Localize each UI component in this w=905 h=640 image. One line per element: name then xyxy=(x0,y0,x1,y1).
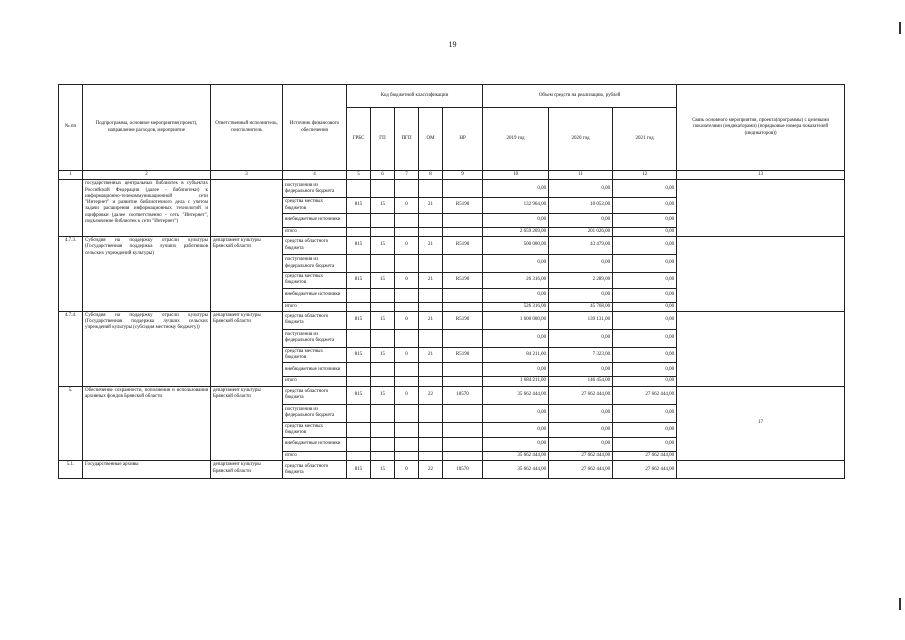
amount-2020: 27 662 444,00 xyxy=(549,461,613,479)
code-grbs xyxy=(347,288,371,302)
page-number: 19 xyxy=(448,40,457,49)
code-nr xyxy=(443,363,483,377)
code-pgp xyxy=(395,227,419,236)
code-pgp xyxy=(395,213,419,227)
row-number: 5. xyxy=(59,386,83,461)
code-om xyxy=(419,438,443,452)
indicator-link xyxy=(677,311,845,386)
code-gp: 15 xyxy=(371,461,395,479)
code-pgp xyxy=(395,377,419,386)
code-pgp: 0 xyxy=(395,311,419,329)
funding-source: внебюджетные источники xyxy=(283,438,347,452)
measure-name: Субсидия на поддержку отрасли культуры (Государственная поддержка лучших сельских учреждений культуры (субсидия местному бюджету)) xyxy=(83,311,211,386)
amount-2021: 0,00 xyxy=(613,347,677,363)
indicator-link xyxy=(677,237,845,312)
measure-name: государственных центральных библиотек в субъектах Российской Федерации (далее - библиотеки) к информационно-телекоммуникационной сети "Интернет" и развитие библиотечного дела с учетом задачи расширения информационных технологий и оцифровки (далее соответственно - сеть "Интернет", подключение библиотек к сети "Интернет") xyxy=(83,180,211,237)
amount-2021: 0,00 xyxy=(613,288,677,302)
header-grbs: ГРБС xyxy=(347,108,371,171)
code-pgp: 0 xyxy=(395,273,419,289)
amount-2019: 132 964,00 xyxy=(483,198,549,214)
amount-2019: 0,00 xyxy=(483,288,549,302)
funding-source: средства местных бюджетов xyxy=(283,422,347,438)
code-nr: 10570 xyxy=(443,461,483,479)
amount-2021: 27 662 444,00 xyxy=(613,386,677,404)
amount-2019: 0,00 xyxy=(483,363,549,377)
funding-source: средства местных бюджетов xyxy=(283,273,347,289)
code-pgp xyxy=(395,302,419,311)
code-grbs xyxy=(347,422,371,438)
amount-2021: 0,00 xyxy=(613,255,677,273)
code-gp: 15 xyxy=(371,273,395,289)
funding-source: средства местных бюджетов xyxy=(283,198,347,214)
code-nr xyxy=(443,452,483,461)
amount-2020: 0,00 xyxy=(549,288,613,302)
amount-2019: 0,00 xyxy=(483,180,549,198)
amount-2019: 0,00 xyxy=(483,329,549,347)
code-nr: R5190 xyxy=(443,273,483,289)
funding-source: средства областного бюджета xyxy=(283,311,347,329)
code-nr xyxy=(443,302,483,311)
amount-2021: 0,00 xyxy=(613,213,677,227)
code-grbs xyxy=(347,438,371,452)
funding-source: средства областного бюджета xyxy=(283,386,347,404)
amount-2021: 0,00 xyxy=(613,237,677,255)
amount-2019: 0,00 xyxy=(483,255,549,273)
amount-2019: 1 684 211,00 xyxy=(483,377,549,386)
header-2021: 2021 год xyxy=(613,108,677,171)
col-number: 4 xyxy=(283,171,347,180)
code-grbs xyxy=(347,227,371,236)
funding-source: итого xyxy=(283,452,347,461)
col-number: 13 xyxy=(677,171,845,180)
code-grbs xyxy=(347,213,371,227)
code-grbs: 815 xyxy=(347,273,371,289)
code-pgp xyxy=(395,180,419,198)
code-gp: 15 xyxy=(371,198,395,214)
amount-2021: 0,00 xyxy=(613,329,677,347)
amount-2019: 0,00 xyxy=(483,213,549,227)
amount-2021: 0,00 xyxy=(613,422,677,438)
amount-2019: 35 662 444,00 xyxy=(483,452,549,461)
code-nr xyxy=(443,438,483,452)
funding-source: внебюджетные источники xyxy=(283,213,347,227)
funding-source: поступления из федерального бюджета xyxy=(283,180,347,198)
code-om xyxy=(419,227,443,236)
code-om xyxy=(419,377,443,386)
amount-2020: 0,00 xyxy=(549,180,613,198)
amount-2019: 500 000,00 xyxy=(483,237,549,255)
amount-2020: 27 662 444,00 xyxy=(549,386,613,404)
funding-source: средства областного бюджета xyxy=(283,237,347,255)
amount-2021: 0,00 xyxy=(613,438,677,452)
amount-2019: 0,00 xyxy=(483,404,549,422)
amount-2021: 0,00 xyxy=(613,180,677,198)
amount-2021: 0,00 xyxy=(613,273,677,289)
code-grbs: 815 xyxy=(347,198,371,214)
code-pgp: 0 xyxy=(395,347,419,363)
code-gp xyxy=(371,422,395,438)
code-grbs xyxy=(347,452,371,461)
col-number: 3 xyxy=(211,171,283,180)
code-pgp xyxy=(395,452,419,461)
amount-2020: 0,00 xyxy=(549,438,613,452)
code-om xyxy=(419,288,443,302)
code-nr: 10570 xyxy=(443,386,483,404)
col-number: 6 xyxy=(371,171,395,180)
header-pgp: ПГП xyxy=(395,108,419,171)
code-pgp: 0 xyxy=(395,198,419,214)
code-pgp: 0 xyxy=(395,386,419,404)
code-pgp xyxy=(395,329,419,347)
header-num: № пп xyxy=(59,85,83,171)
amount-2021: 27 662 444,00 xyxy=(613,461,677,479)
code-pgp: 0 xyxy=(395,237,419,255)
code-gp: 15 xyxy=(371,347,395,363)
amount-2020: 0,00 xyxy=(549,213,613,227)
code-om xyxy=(419,329,443,347)
amount-2020: 0,00 xyxy=(549,404,613,422)
column-number-row xyxy=(59,171,845,180)
table-row xyxy=(59,311,845,329)
code-gp xyxy=(371,180,395,198)
code-gp xyxy=(371,404,395,422)
funding-source: итого xyxy=(283,377,347,386)
code-pgp xyxy=(395,422,419,438)
scan-mark-bottom xyxy=(899,598,901,610)
amount-2019: 1 600 000,00 xyxy=(483,311,549,329)
code-om: 22 xyxy=(419,386,443,404)
indicator-link xyxy=(677,461,845,479)
code-nr xyxy=(443,213,483,227)
code-nr xyxy=(443,288,483,302)
code-grbs: 815 xyxy=(347,386,371,404)
code-gp xyxy=(371,227,395,236)
amount-2020: 139 131,00 xyxy=(549,311,613,329)
code-om: 22 xyxy=(419,461,443,479)
code-om: 21 xyxy=(419,237,443,255)
table-row xyxy=(59,386,845,404)
table-row xyxy=(59,237,845,255)
code-grbs: 815 xyxy=(347,461,371,479)
funding-source: итого xyxy=(283,302,347,311)
code-om xyxy=(419,452,443,461)
executor xyxy=(211,180,283,237)
code-nr xyxy=(443,329,483,347)
row-number xyxy=(59,180,83,237)
code-om: 21 xyxy=(419,198,443,214)
code-nr xyxy=(443,180,483,198)
amount-2020: 2 289,00 xyxy=(549,273,613,289)
funding-source: поступления из федерального бюджета xyxy=(283,404,347,422)
code-gp: 15 xyxy=(371,311,395,329)
executor: департамент культуры Брянской области xyxy=(211,237,283,312)
amount-2021: 0,00 xyxy=(613,311,677,329)
amount-2021: 0,00 xyxy=(613,227,677,236)
amount-2020: 0,00 xyxy=(549,329,613,347)
code-gp xyxy=(371,302,395,311)
executor: департамент культуры Брянской области xyxy=(211,311,283,386)
budget-table xyxy=(58,84,845,479)
amount-2021: 0,00 xyxy=(613,363,677,377)
amount-2019: 84 211,00 xyxy=(483,347,549,363)
code-nr: R5190 xyxy=(443,347,483,363)
funding-source: поступления из федерального бюджета xyxy=(283,329,347,347)
table-row xyxy=(59,180,845,198)
col-number: 9 xyxy=(443,171,483,180)
header-source: Источник финансового обеспечения xyxy=(283,85,347,171)
code-grbs xyxy=(347,329,371,347)
code-nr xyxy=(443,404,483,422)
code-gp xyxy=(371,213,395,227)
code-gp: 15 xyxy=(371,386,395,404)
measure-name: Обеспечение сохранности, пополнения и использования архивных фондов Брянской области xyxy=(83,386,211,461)
header-executor: Ответственный исполнитель, соисполнитель xyxy=(211,85,283,171)
amount-2019: 26 316,00 xyxy=(483,273,549,289)
amount-2020: 43 479,00 xyxy=(549,237,613,255)
funding-source: средства областного бюджета xyxy=(283,461,347,479)
header-2019: 2019 год xyxy=(483,108,549,171)
header-nr: НР xyxy=(443,108,483,171)
code-nr: R5190 xyxy=(443,198,483,214)
code-gp xyxy=(371,288,395,302)
col-number: 7 xyxy=(395,171,419,180)
code-grbs xyxy=(347,404,371,422)
code-gp xyxy=(371,363,395,377)
col-number: 12 xyxy=(613,171,677,180)
amount-2021: 0,00 xyxy=(613,198,677,214)
code-om xyxy=(419,404,443,422)
funding-source: средства местных бюджетов xyxy=(283,347,347,363)
amount-2020: 10 052,00 xyxy=(549,198,613,214)
code-nr xyxy=(443,422,483,438)
amount-2019: 0,00 xyxy=(483,438,549,452)
code-grbs xyxy=(347,255,371,273)
amount-2021: 27 662 444,00 xyxy=(613,452,677,461)
table-body xyxy=(59,180,845,479)
amount-2020: 201 026,00 xyxy=(549,227,613,236)
amount-2019: 0,00 xyxy=(483,422,549,438)
code-grbs xyxy=(347,377,371,386)
amount-2020: 0,00 xyxy=(549,255,613,273)
col-number: 11 xyxy=(549,171,613,180)
code-pgp: 0 xyxy=(395,461,419,479)
code-grbs xyxy=(347,180,371,198)
amount-2020: 0,00 xyxy=(549,422,613,438)
code-gp: 15 xyxy=(371,237,395,255)
code-nr xyxy=(443,255,483,273)
row-number: 4.7.4. xyxy=(59,311,83,386)
indicator-link: 17 xyxy=(677,386,845,461)
code-om xyxy=(419,180,443,198)
code-nr: R5190 xyxy=(443,237,483,255)
amount-2020: 7 323,00 xyxy=(549,347,613,363)
measure-name: Субсидия на поддержку отрасли культуры (Государственная поддержка лучших работников сельских учреждений культуры) xyxy=(83,237,211,312)
amount-2020: 146 454,00 xyxy=(549,377,613,386)
amount-2019: 35 662 444,00 xyxy=(483,461,549,479)
code-om: 21 xyxy=(419,347,443,363)
amount-2019: 2 659 269,00 xyxy=(483,227,549,236)
funding-source: внебюджетные источники xyxy=(283,288,347,302)
header-volume: Объем средств на реализацию, рублей xyxy=(483,85,677,108)
code-om xyxy=(419,422,443,438)
row-number: 4.7.3. xyxy=(59,237,83,312)
code-nr xyxy=(443,377,483,386)
col-number: 5 xyxy=(347,171,371,180)
amount-2021: 0,00 xyxy=(613,302,677,311)
code-gp xyxy=(371,452,395,461)
code-pgp xyxy=(395,255,419,273)
amount-2020: 0,00 xyxy=(549,363,613,377)
header-2020: 2020 год xyxy=(549,108,613,171)
col-number: 8 xyxy=(419,171,443,180)
amount-2019: 35 662 444,00 xyxy=(483,386,549,404)
col-number: 2 xyxy=(83,171,211,180)
code-om xyxy=(419,302,443,311)
header-link: Связь основного мероприятия, проекта(программы) с целевыми показателями (индикаторами) (порядковые номера показателей (индикаторов)) xyxy=(677,85,845,171)
indicator-link xyxy=(677,180,845,237)
funding-source: поступления из федерального бюджета xyxy=(283,255,347,273)
header-subprogram: Подпрограмма, основное мероприятие(проект), направление расходов, мероприятие xyxy=(83,85,211,171)
amount-2021: 0,00 xyxy=(613,377,677,386)
code-nr: R5190 xyxy=(443,311,483,329)
funding-source: итого xyxy=(283,227,347,236)
code-gp xyxy=(371,329,395,347)
amount-2020: 27 662 444,00 xyxy=(549,452,613,461)
code-grbs: 815 xyxy=(347,237,371,255)
code-pgp xyxy=(395,288,419,302)
measure-name: Государственные архивы xyxy=(83,461,211,479)
code-pgp xyxy=(395,363,419,377)
amount-2020: 45 768,00 xyxy=(549,302,613,311)
code-grbs: 815 xyxy=(347,347,371,363)
code-om: 21 xyxy=(419,311,443,329)
code-gp xyxy=(371,438,395,452)
code-gp xyxy=(371,377,395,386)
header-om: ОМ xyxy=(419,108,443,171)
code-grbs: 815 xyxy=(347,311,371,329)
funding-source: внебюджетные источники xyxy=(283,363,347,377)
table-row xyxy=(59,461,845,479)
code-nr xyxy=(443,227,483,236)
code-grbs xyxy=(347,302,371,311)
header-budget-code: Код бюджетной классификации xyxy=(347,85,483,108)
code-om xyxy=(419,255,443,273)
code-pgp xyxy=(395,404,419,422)
code-gp xyxy=(371,255,395,273)
amount-2019: 526 316,00 xyxy=(483,302,549,311)
col-number: 10 xyxy=(483,171,549,180)
code-om xyxy=(419,213,443,227)
row-number: 5.1. xyxy=(59,461,83,479)
code-pgp xyxy=(395,438,419,452)
code-grbs xyxy=(347,363,371,377)
header-gp: ГП xyxy=(371,108,395,171)
code-om: 21 xyxy=(419,273,443,289)
code-om xyxy=(419,363,443,377)
amount-2021: 0,00 xyxy=(613,404,677,422)
executor: департамент культуры Брянской области xyxy=(211,386,283,461)
scan-mark-top xyxy=(899,22,901,34)
executor: департамент культуры Брянской области xyxy=(211,461,283,479)
col-number: 1 xyxy=(59,171,83,180)
